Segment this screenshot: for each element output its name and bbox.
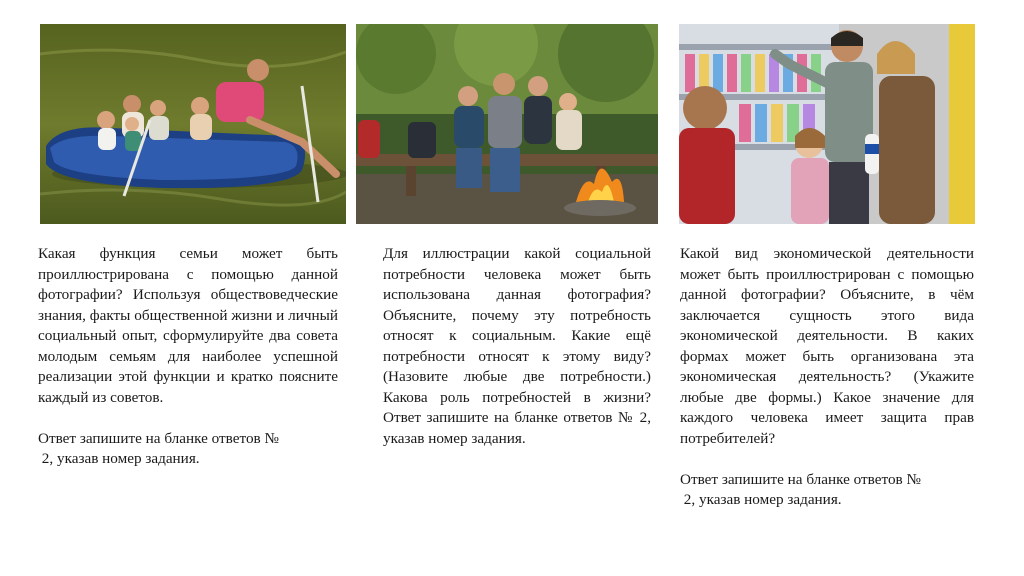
question-block-1 bbox=[38, 244, 338, 470]
answer-instruction-line-1: Ответ запишите на бланке ответов № bbox=[38, 429, 279, 447]
answer-instruction-line-2: 2, указав номер задания. bbox=[38, 450, 200, 467]
question-text: Какая функция семьи может быть проиллюстрирована с помощью данной фотографии? Используя обществоведческие знания, факты общественной жизни и личный социальный опыт, сформулируйте два совета молодым семьям для наиболее успешной реализации этой функции и кратко поясните каждый из советов. bbox=[38, 245, 338, 406]
family-shopping-photo bbox=[679, 24, 975, 224]
answer-instruction-line-2: 2, указав номер задания. bbox=[680, 491, 842, 508]
question-text: Какой вид экономической деятельности может быть проиллюстрирован с помощью данной фотографии? Объясните, в чём заключается сущность этого вида экономической деятельности. В каких формах может быть организована эта экономическая деятельность? (Укажите любые две формы.) Какое значение для каждого человека имеет защита прав потребителей? bbox=[680, 245, 974, 447]
question-text: Для иллюстрации какой социальной потребности человека может быть использована данная фотография? Объясните, почему эту потребность относят к социальным. Какие ещё потребности относят к этому виду? (Назовите любые две потребности.) Какова роль потребностей в жизни? Ответ запишите на бланке ответов № 2, указав номер задания. bbox=[383, 245, 651, 447]
family-boat-photo bbox=[40, 24, 346, 224]
answer-instruction-line-1: Ответ запишите на бланке ответов № bbox=[680, 470, 921, 488]
family-campfire-photo bbox=[356, 24, 658, 224]
question-block-2 bbox=[383, 244, 651, 449]
question-block-3 bbox=[680, 244, 974, 511]
